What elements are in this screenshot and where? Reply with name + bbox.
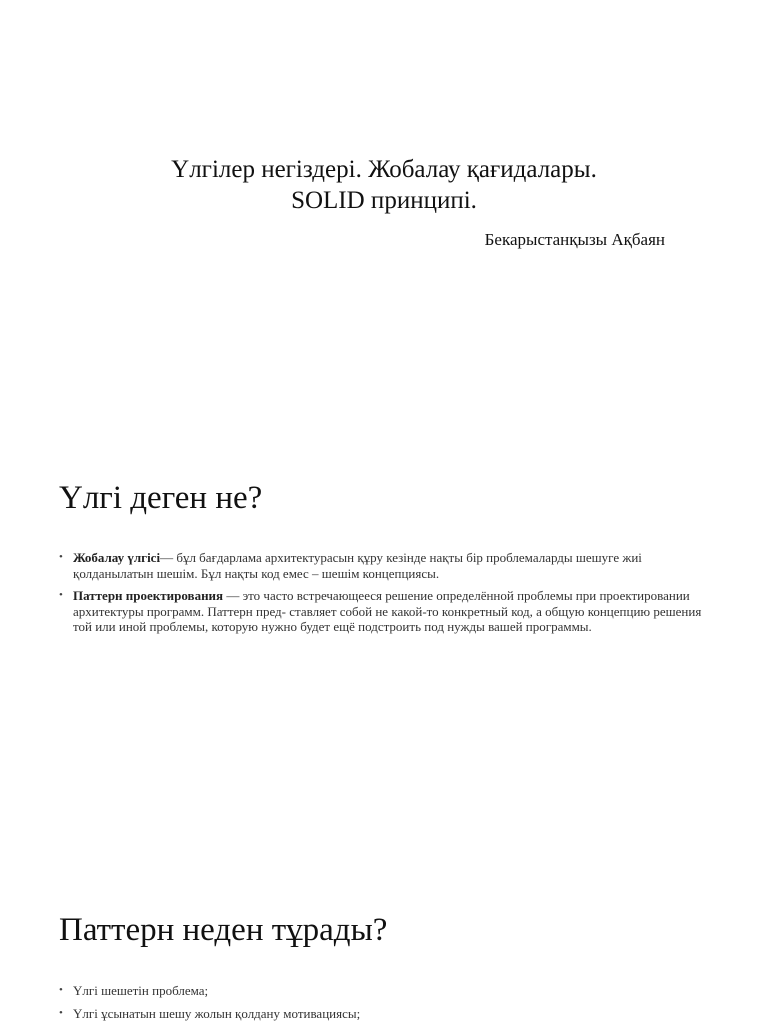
title-line-2: SOLID принципі. (291, 187, 477, 214)
bullet-icon: • (59, 984, 63, 996)
list-item (59, 588, 719, 635)
bullet-icon: • (59, 551, 63, 563)
slide2-bullet-list (59, 550, 719, 642)
term-description: — бұл бағдарлама архитектурасын құру кезінде нақты бір проблемаларды шешуге жиі қолданылатын шешім. Бұл нақты код емес – шешім концепциясы. (73, 550, 642, 581)
term-bold: Паттерн проектирования (73, 588, 224, 603)
list-item (59, 983, 719, 999)
term-bold: Жобалау үлгісі (73, 550, 161, 565)
bullet-icon: • (59, 1006, 63, 1019)
list-item-text: Үлгі ұсынатын шешу жолын қолдану мотивациясы; (73, 1005, 361, 1021)
author-name: Бекарыстанқызы Ақбаян (484, 230, 665, 249)
slide3-bullet-list (59, 983, 719, 1028)
title-line-1: Үлгілер негіздері. Жобалау қағидалары. (171, 156, 597, 183)
list-item-text: Үлгі шешетін проблема; (73, 983, 209, 998)
presentation-title (0, 154, 768, 216)
list-item (59, 1006, 719, 1022)
slide2-heading: Үлгі деген не? (59, 480, 263, 516)
bullet-icon: • (59, 589, 63, 601)
slide3-heading: Паттерн неден тұрады? (59, 912, 388, 948)
term-description: — это часто встречающееся решение определённой проблемы при проектировании архитектуры программ. Паттерн пред- ставляет собой не какой-то конкретный код, а общую концепцию решения той или иной проблемы, которую нужно будет ещё подстроить под нужды вашей программы. (73, 588, 702, 634)
list-item (59, 550, 719, 581)
